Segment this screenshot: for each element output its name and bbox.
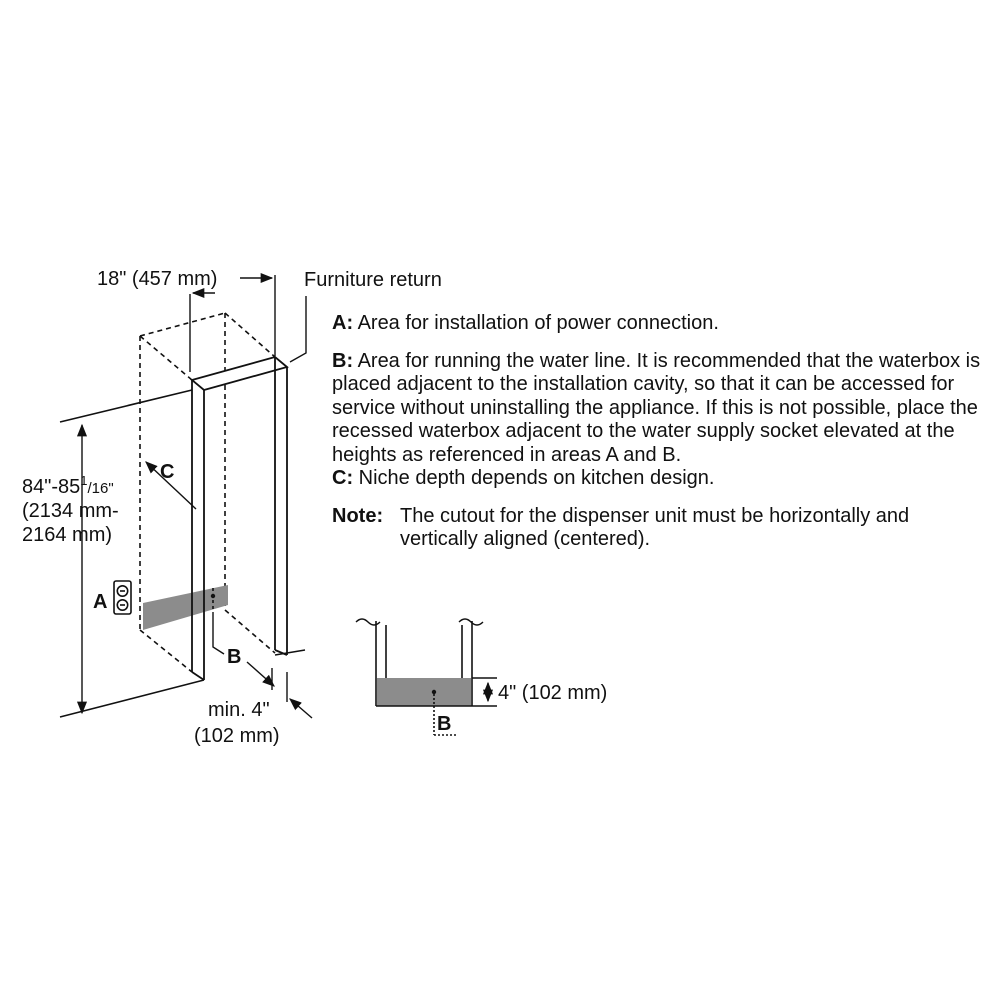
detail-label-b: B	[437, 713, 452, 735]
label-b: B	[227, 646, 242, 668]
min-depth-label-mm: (102 mm)	[194, 725, 280, 747]
top-width-label: 18" (457 mm)	[97, 268, 218, 290]
note-general: Note: The cutout for the dispenser unit must be horizontally and vertically aligned (centered).	[332, 504, 910, 550]
cutout-detail	[356, 619, 607, 735]
svg-text:2164 mm): 2164 mm)	[22, 524, 113, 546]
water-line-area	[143, 585, 228, 630]
label-a: A	[93, 591, 108, 613]
power-outlet-icon	[114, 581, 131, 614]
note-c: C: Niche depth depends on kitchen design.	[332, 467, 715, 489]
detail-height-label: 4" (102 mm)	[498, 682, 608, 704]
note-b: B: Area for running the water line. It is recommended that the waterbox is placed adjacent to the installation cavity, so that it can be accessed for service without uninstalling the appliance. If this is not possible, place the recessed waterbox adjacent to the water supply socket elevated at the heights as referenced in areas A and B.	[332, 349, 981, 466]
cutout-shaded-area	[377, 678, 471, 706]
svg-text:(2134 mm-: (2134 mm-	[22, 500, 119, 522]
label-c: C	[160, 461, 175, 483]
furniture-return-label: Furniture return	[304, 269, 442, 291]
svg-text:84"-851/16": $84"-85^1_{/16"}$	[22, 473, 114, 498]
furniture-panel	[192, 357, 287, 680]
min-depth-label: min. 4"	[208, 699, 270, 721]
legend-notes	[332, 312, 992, 552]
height-label	[22, 473, 119, 546]
note-a: A: Area for installation of power connection.	[332, 312, 719, 334]
